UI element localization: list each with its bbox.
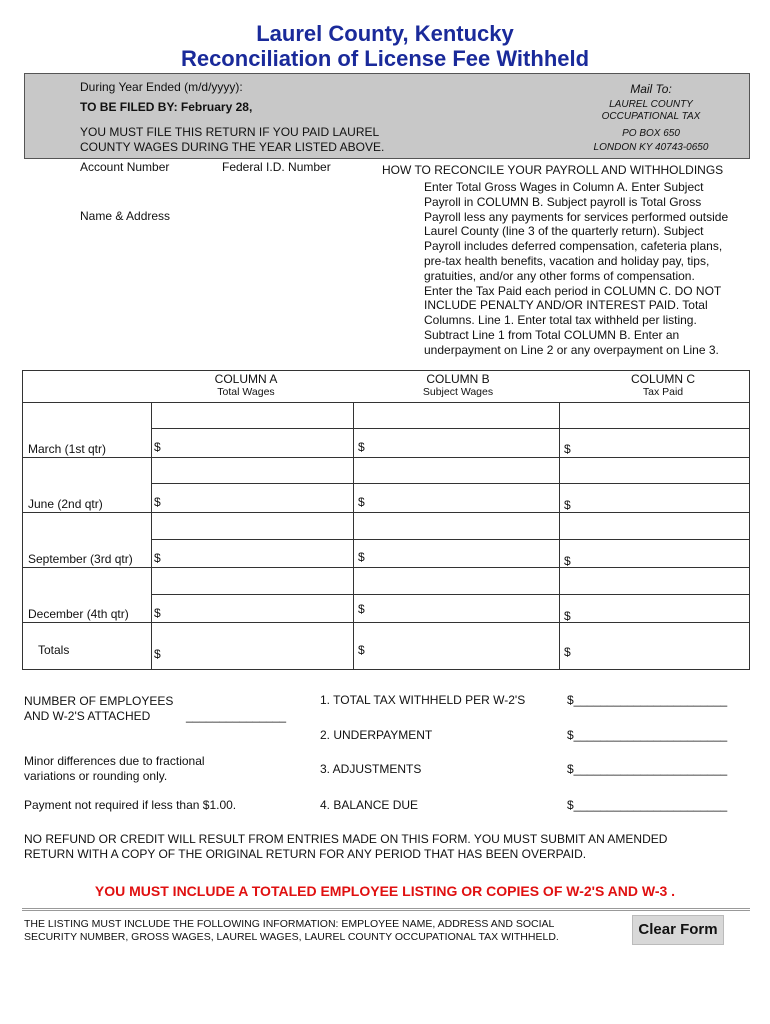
- clear-form-button[interactable]: Clear Form: [632, 915, 724, 945]
- december-col-c[interactable]: $: [564, 609, 571, 623]
- instruction-line: INCLUDE PENALTY AND/OR INTEREST PAID. Total: [424, 298, 708, 313]
- summary-label-total-tax: 1. TOTAL TAX WITHHELD PER W-2'S: [320, 693, 526, 707]
- minor-diff-line-1: Minor differences due to fractional: [24, 754, 205, 768]
- filed-by-label: [80, 100, 252, 115]
- mail-to-label: Mail To:: [630, 82, 672, 96]
- december-col-b[interactable]: $: [358, 602, 365, 616]
- instruction-line: Enter the Tax Paid each period in COLUMN C. DO NOT: [424, 283, 722, 298]
- june-col-c[interactable]: $: [564, 498, 571, 512]
- no-refund-line-1: NO REFUND OR CREDIT WILL RESULT FROM ENTRIES MADE ON THIS FORM. YOU MUST SUBMIT AN AMENDED: [24, 832, 668, 846]
- must-file-line-2: COUNTY WAGES DURING THE YEAR LISTED ABOVE.: [80, 140, 385, 154]
- instruction-line: Columns. Line 1. Enter total tax withheld per listing.: [424, 313, 697, 328]
- table-rule: [151, 483, 749, 484]
- footer-divider: [22, 908, 750, 911]
- no-refund-line-2: RETURN WITH A COPY OF THE ORIGINAL RETURN FOR ANY PERIOD THAT HAS BEEN OVERPAID.: [24, 847, 587, 861]
- federal-id-label: Federal I.D. Number: [222, 160, 331, 174]
- totals-col-b[interactable]: $: [358, 643, 365, 657]
- table-rule: [151, 594, 749, 595]
- instruction-line: Payroll in COLUMN B. Subject payroll is Total Gross: [424, 194, 702, 209]
- row-label-totals: Totals: [38, 643, 70, 657]
- column-b-sub: Subject Wages: [422, 386, 494, 398]
- mail-line-3: PO BOX 650: [622, 128, 680, 139]
- march-col-b[interactable]: $: [358, 440, 365, 454]
- payment-note: Payment not required if less than $1.00.: [24, 798, 237, 812]
- september-col-c[interactable]: $: [564, 554, 571, 568]
- march-col-c[interactable]: $: [564, 442, 571, 456]
- must-file-line-1: YOU MUST FILE THIS RETURN IF YOU PAID LAUREL: [80, 125, 380, 139]
- red-notice: YOU MUST INCLUDE A TOTALED EMPLOYEE LISTING OR COPIES OF W-2'S AND W-3 .: [94, 883, 676, 899]
- instructions-body: [424, 180, 754, 358]
- december-col-a[interactable]: $: [154, 606, 161, 620]
- minor-diff-line-2: variations or rounding only.: [24, 769, 168, 783]
- instruction-line: pre-tax health benefits, vacation and holiday pay, tips,: [424, 253, 710, 268]
- column-a-header: [151, 373, 341, 399]
- table-rule: [151, 428, 749, 429]
- summary-label-adjustments: 3. ADJUSTMENTS: [320, 762, 422, 776]
- table-rule: [23, 512, 749, 513]
- title-line-1: Laurel County, Kentucky: [256, 21, 514, 46]
- summary-label-underpayment: 2. UNDERPAYMENT: [320, 728, 433, 742]
- instructions-heading: HOW TO RECONCILE YOUR PAYROLL AND WITHHOLDINGS: [382, 163, 724, 177]
- june-col-a[interactable]: $: [154, 495, 161, 509]
- column-b-header: [363, 373, 553, 399]
- totals-col-c[interactable]: $: [564, 645, 571, 659]
- instruction-line: gratuities, and/or any other forms of compensation.: [424, 268, 695, 283]
- table-divider: [151, 402, 152, 669]
- instruction-line: Payroll less any payments for services performed outside: [424, 209, 729, 224]
- name-address-label: Name & Address: [80, 209, 171, 223]
- column-a-title: COLUMN A: [214, 372, 278, 386]
- account-number-label: Account Number: [80, 160, 170, 174]
- column-c-header: [563, 373, 763, 399]
- filed-by-prefix: TO BE FILED BY:: [80, 100, 178, 114]
- table-rule: [151, 539, 749, 540]
- instruction-line: Subtract Line 1 from Total COLUMN B. Enter an: [424, 327, 680, 342]
- wages-table: [22, 370, 750, 670]
- march-col-a[interactable]: $: [154, 440, 161, 454]
- summary-field-underpayment[interactable]: $_______________________: [567, 728, 728, 742]
- table-rule: [23, 457, 749, 458]
- column-c-title: COLUMN C: [630, 372, 695, 386]
- table-rule: [23, 567, 749, 568]
- september-col-a[interactable]: $: [154, 551, 161, 565]
- june-col-b[interactable]: $: [358, 495, 365, 509]
- mail-line-1: LAUREL COUNTY: [609, 99, 693, 110]
- table-divider: [559, 402, 560, 669]
- mail-line-2: OCCUPATIONAL TAX: [601, 111, 701, 122]
- title-line-2: Reconciliation of License Fee Withheld: [180, 46, 590, 71]
- summary-field-adjustments[interactable]: $_______________________: [567, 762, 728, 776]
- column-b-title: COLUMN B: [426, 372, 490, 386]
- year-ended-label: During Year Ended (m/d/yyyy):: [80, 80, 243, 94]
- filed-by-date: February 28,: [180, 100, 253, 114]
- employees-label-1: NUMBER OF EMPLOYEES: [24, 694, 174, 708]
- instruction-line: underpayment on Line 2 or any overpayment on Line 3.: [424, 342, 719, 357]
- table-rule: [23, 622, 749, 623]
- column-c-sub: Tax Paid: [642, 386, 684, 398]
- listing-line-1: THE LISTING MUST INCLUDE THE FOLLOWING INFORMATION: EMPLOYEE NAME, ADDRESS AND SOCIAL: [24, 918, 555, 930]
- summary-field-total-tax[interactable]: $_______________________: [567, 693, 728, 707]
- listing-line-2: SECURITY NUMBER, GROSS WAGES, LAUREL WAGES, LAUREL COUNTY OCCUPATIONAL TAX WITHHELD.: [24, 931, 559, 943]
- employees-label-2: AND W-2'S ATTACHED: [24, 709, 151, 723]
- row-label-march: March (1st qtr): [28, 442, 107, 456]
- summary-field-balance-due[interactable]: $_______________________: [567, 798, 728, 812]
- row-label-december: December (4th qtr): [28, 607, 129, 621]
- mail-line-4: LONDON KY 40743-0650: [593, 142, 709, 153]
- table-rule: [23, 402, 749, 403]
- summary-label-balance-due: 4. BALANCE DUE: [320, 798, 419, 812]
- row-label-september: September (3rd qtr): [28, 552, 133, 566]
- column-a-sub: Total Wages: [217, 386, 275, 398]
- september-col-b[interactable]: $: [358, 550, 365, 564]
- row-label-june: June (2nd qtr): [28, 497, 103, 511]
- instruction-line: Enter Total Gross Wages in Column A. Enter Subject: [424, 180, 704, 194]
- instruction-line: Payroll includes deferred compensation, cafeteria plans,: [424, 239, 723, 254]
- table-divider: [353, 402, 354, 669]
- instruction-line: Laurel County (line 3 of the quarterly return). Subject: [424, 224, 704, 239]
- employees-count-field[interactable]: _______________: [186, 709, 287, 723]
- totals-col-a[interactable]: $: [154, 647, 161, 661]
